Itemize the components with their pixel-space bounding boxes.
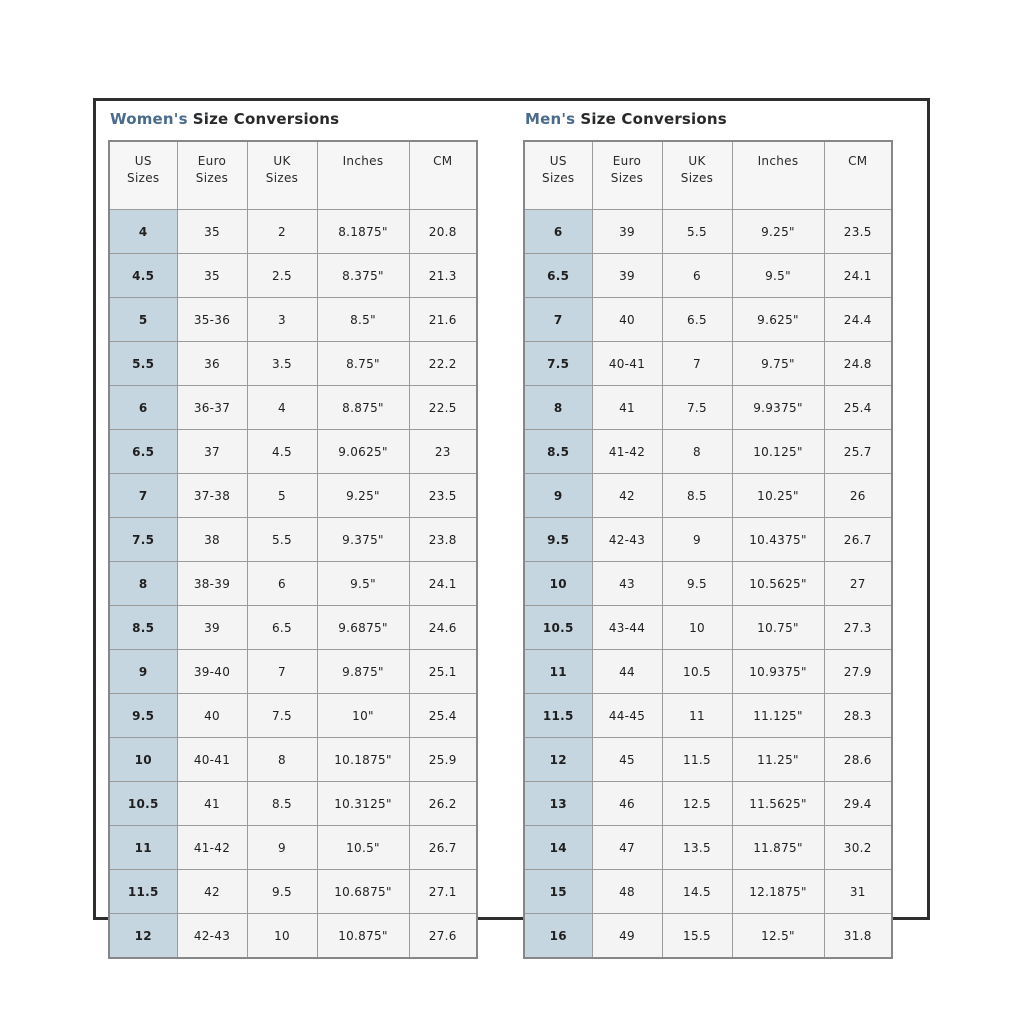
table-row [524,694,892,738]
table-row [524,562,892,606]
table-row [109,650,477,694]
size-cell: 26.7 [409,826,477,870]
size-cell: 4.5 [247,430,317,474]
size-cell: 11.5625" [732,782,824,826]
table-row [109,210,477,254]
size-cell: 12.1875" [732,870,824,914]
column-header: US Sizes [524,141,592,210]
table-row [109,738,477,782]
table-row [524,254,892,298]
size-cell: 25.4 [409,694,477,738]
table-row [109,782,477,826]
size-cell: 11.125" [732,694,824,738]
size-cell: 13.5 [662,826,732,870]
size-cell: 20.8 [409,210,477,254]
size-cell: 42 [592,474,662,518]
table-row [524,870,892,914]
size-cell: 23 [409,430,477,474]
mens-table-section [523,108,891,959]
size-cell: 8.5 [247,782,317,826]
size-cell: 8 [247,738,317,782]
size-cell: 38 [177,518,247,562]
size-cell: 9 [247,826,317,870]
size-cell: 23.5 [409,474,477,518]
mens-table-header [524,141,892,210]
size-cell: 9.75" [732,342,824,386]
size-cell: 23.8 [409,518,477,562]
table-row [524,650,892,694]
size-cell: 27.9 [824,650,892,694]
size-cell: 26.2 [409,782,477,826]
table-row [524,210,892,254]
size-cell: 7.5 [662,386,732,430]
us-size-cell: 9 [109,650,177,694]
size-cell: 9.25" [732,210,824,254]
size-cell: 28.6 [824,738,892,782]
size-cell: 10" [317,694,409,738]
table-row [109,298,477,342]
table-row [524,342,892,386]
size-cell: 28.3 [824,694,892,738]
size-cell: 9.5" [732,254,824,298]
table-row [109,914,477,959]
table-row [524,518,892,562]
size-cell: 31.8 [824,914,892,959]
size-cell: 27 [824,562,892,606]
size-cell: 12.5 [662,782,732,826]
size-cell: 14.5 [662,870,732,914]
us-size-cell: 11 [109,826,177,870]
size-cell: 39 [177,606,247,650]
size-cell: 10.4375" [732,518,824,562]
us-size-cell: 10 [524,562,592,606]
us-size-cell: 7 [524,298,592,342]
size-cell: 27.3 [824,606,892,650]
table-row [524,738,892,782]
table-row [109,606,477,650]
us-size-cell: 15 [524,870,592,914]
us-size-cell: 4 [109,210,177,254]
us-size-cell: 6.5 [109,430,177,474]
us-size-cell: 5.5 [109,342,177,386]
size-cell: 11 [662,694,732,738]
womens-table-section [108,108,476,959]
table-row [524,386,892,430]
column-header: Inches [732,141,824,210]
us-size-cell: 9.5 [109,694,177,738]
column-header: Inches [317,141,409,210]
size-cell: 10.5 [662,650,732,694]
size-cell: 8.75" [317,342,409,386]
size-cell: 3 [247,298,317,342]
table-row [524,914,892,959]
size-cell: 36-37 [177,386,247,430]
size-cell: 39-40 [177,650,247,694]
size-cell: 26.7 [824,518,892,562]
size-cell: 8 [662,430,732,474]
us-size-cell: 12 [109,914,177,959]
column-header: CM [409,141,477,210]
mens-title-accent: Men's [525,110,576,128]
size-cell: 10.3125" [317,782,409,826]
size-cell: 9.625" [732,298,824,342]
size-cell: 8.5 [662,474,732,518]
size-cell: 11.5 [662,738,732,782]
size-cell: 26 [824,474,892,518]
size-cell: 9.375" [317,518,409,562]
us-size-cell: 4.5 [109,254,177,298]
size-cell: 39 [592,254,662,298]
us-size-cell: 10.5 [524,606,592,650]
size-conversion-panel [93,98,930,943]
size-cell: 9 [662,518,732,562]
size-cell: 49 [592,914,662,959]
size-cell: 5.5 [247,518,317,562]
size-cell: 7 [662,342,732,386]
table-row [524,430,892,474]
womens-table-header [109,141,477,210]
size-cell: 40-41 [592,342,662,386]
size-cell: 10.25" [732,474,824,518]
size-cell: 9.5" [317,562,409,606]
size-cell: 9.5 [247,870,317,914]
column-header: Euro Sizes [177,141,247,210]
size-cell: 45 [592,738,662,782]
us-size-cell: 11.5 [524,694,592,738]
column-header: US Sizes [109,141,177,210]
us-size-cell: 7.5 [109,518,177,562]
size-cell: 8.5" [317,298,409,342]
size-cell: 10 [247,914,317,959]
mens-table-body [524,210,892,959]
table-row [109,430,477,474]
size-cell: 10.9375" [732,650,824,694]
size-cell: 7 [247,650,317,694]
size-cell: 21.3 [409,254,477,298]
us-size-cell: 16 [524,914,592,959]
size-cell: 6 [247,562,317,606]
mens-table-title [525,108,891,130]
size-cell: 42-43 [177,914,247,959]
size-cell: 35 [177,210,247,254]
size-cell: 6.5 [247,606,317,650]
size-cell: 30.2 [824,826,892,870]
size-cell: 4 [247,386,317,430]
size-cell: 3.5 [247,342,317,386]
size-cell: 38-39 [177,562,247,606]
size-cell: 37 [177,430,247,474]
size-cell: 35 [177,254,247,298]
size-cell: 9.0625" [317,430,409,474]
table-row [524,474,892,518]
header-row [109,141,477,210]
size-cell: 43 [592,562,662,606]
us-size-cell: 7.5 [524,342,592,386]
size-cell: 8.375" [317,254,409,298]
size-cell: 5 [247,474,317,518]
size-cell: 24.1 [824,254,892,298]
header-row [524,141,892,210]
size-cell: 7.5 [247,694,317,738]
womens-table-title [110,108,476,130]
size-cell: 40 [177,694,247,738]
size-cell: 41-42 [177,826,247,870]
size-cell: 8.1875" [317,210,409,254]
table-row [109,694,477,738]
size-cell: 44-45 [592,694,662,738]
size-cell: 9.6875" [317,606,409,650]
us-size-cell: 12 [524,738,592,782]
size-cell: 10.1875" [317,738,409,782]
size-cell: 6.5 [662,298,732,342]
size-cell: 2 [247,210,317,254]
table-row [109,254,477,298]
size-cell: 22.5 [409,386,477,430]
size-cell: 41 [177,782,247,826]
size-cell: 25.4 [824,386,892,430]
size-cell: 10.875" [317,914,409,959]
size-cell: 9.875" [317,650,409,694]
size-cell: 10.75" [732,606,824,650]
us-size-cell: 10 [109,738,177,782]
size-cell: 6 [662,254,732,298]
size-cell: 25.9 [409,738,477,782]
table-row [109,386,477,430]
size-cell: 10 [662,606,732,650]
us-size-cell: 8 [109,562,177,606]
size-cell: 36 [177,342,247,386]
size-cell: 12.5" [732,914,824,959]
table-row [524,782,892,826]
size-cell: 40 [592,298,662,342]
size-cell: 42 [177,870,247,914]
size-cell: 43-44 [592,606,662,650]
womens-table-body [109,210,477,959]
size-cell: 40-41 [177,738,247,782]
size-cell: 41 [592,386,662,430]
size-cell: 8.875" [317,386,409,430]
table-row [524,298,892,342]
size-cell: 10.125" [732,430,824,474]
tables-wrap [108,108,927,959]
column-header: UK Sizes [662,141,732,210]
size-cell: 35-36 [177,298,247,342]
mens-title-rest: Size Conversions [580,110,727,128]
size-cell: 9.25" [317,474,409,518]
table-row [109,826,477,870]
us-size-cell: 10.5 [109,782,177,826]
size-cell: 10.5" [317,826,409,870]
womens-size-table [108,140,478,959]
size-cell: 44 [592,650,662,694]
us-size-cell: 8.5 [109,606,177,650]
table-row [109,562,477,606]
us-size-cell: 7 [109,474,177,518]
size-cell: 9.5 [662,562,732,606]
table-row [109,518,477,562]
us-size-cell: 8 [524,386,592,430]
table-row [524,826,892,870]
table-row [109,870,477,914]
size-cell: 42-43 [592,518,662,562]
us-size-cell: 9.5 [524,518,592,562]
size-cell: 24.4 [824,298,892,342]
size-cell: 27.1 [409,870,477,914]
table-row [109,342,477,386]
size-cell: 2.5 [247,254,317,298]
size-cell: 46 [592,782,662,826]
column-header: UK Sizes [247,141,317,210]
table-row [524,606,892,650]
size-cell: 21.6 [409,298,477,342]
size-cell: 9.9375" [732,386,824,430]
us-size-cell: 6 [524,210,592,254]
womens-title-rest: Size Conversions [192,110,340,128]
womens-title-accent: Women's [110,110,188,128]
size-cell: 47 [592,826,662,870]
us-size-cell: 5 [109,298,177,342]
size-cell: 29.4 [824,782,892,826]
size-cell: 31 [824,870,892,914]
size-cell: 39 [592,210,662,254]
us-size-cell: 13 [524,782,592,826]
size-cell: 22.2 [409,342,477,386]
size-cell: 24.8 [824,342,892,386]
size-cell: 24.6 [409,606,477,650]
size-cell: 27.6 [409,914,477,959]
us-size-cell: 9 [524,474,592,518]
size-cell: 15.5 [662,914,732,959]
size-cell: 10.5625" [732,562,824,606]
size-cell: 11.25" [732,738,824,782]
size-cell: 10.6875" [317,870,409,914]
us-size-cell: 11 [524,650,592,694]
size-cell: 23.5 [824,210,892,254]
column-header: Euro Sizes [592,141,662,210]
size-cell: 37-38 [177,474,247,518]
us-size-cell: 14 [524,826,592,870]
size-cell: 48 [592,870,662,914]
us-size-cell: 8.5 [524,430,592,474]
size-cell: 5.5 [662,210,732,254]
us-size-cell: 6 [109,386,177,430]
size-cell: 11.875" [732,826,824,870]
size-cell: 25.1 [409,650,477,694]
us-size-cell: 6.5 [524,254,592,298]
size-cell: 41-42 [592,430,662,474]
mens-size-table [523,140,893,959]
size-cell: 25.7 [824,430,892,474]
table-row [109,474,477,518]
size-cell: 24.1 [409,562,477,606]
us-size-cell: 11.5 [109,870,177,914]
column-header: CM [824,141,892,210]
